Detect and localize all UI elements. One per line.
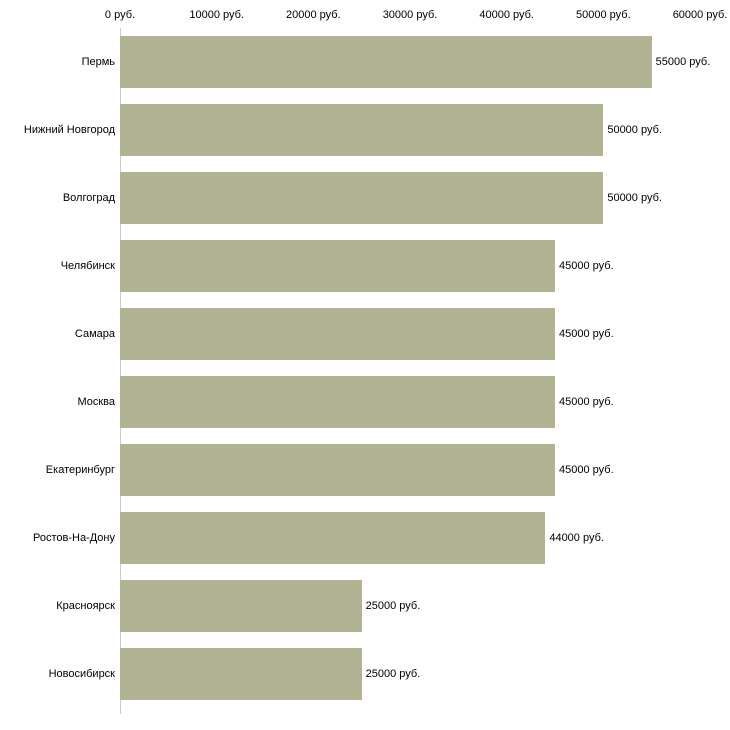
x-axis-top xyxy=(0,0,730,28)
bar xyxy=(120,36,652,88)
table-row xyxy=(0,504,730,572)
x-axis-tick-label: 50000 руб. xyxy=(576,9,631,21)
table-row xyxy=(0,300,730,368)
table-row xyxy=(0,164,730,232)
bar-value-label: 25000 руб. xyxy=(365,668,421,680)
table-row xyxy=(0,96,730,164)
x-axis-tick-label: 10000 руб. xyxy=(189,9,244,21)
bar-value-label: 45000 руб. xyxy=(559,328,614,340)
bar xyxy=(120,172,603,224)
bar xyxy=(120,376,555,428)
x-axis-tick-label: 60000 руб. xyxy=(672,9,728,21)
bar xyxy=(120,580,362,632)
category-label: Челябинск xyxy=(60,260,115,272)
bar-value-label: 44000 руб. xyxy=(549,532,604,544)
x-axis-tick-label: 30000 руб. xyxy=(382,9,438,21)
category-label: Пермь xyxy=(81,56,115,68)
table-row xyxy=(0,640,730,708)
category-label: Екатеринбург xyxy=(45,464,115,476)
bar xyxy=(120,648,362,700)
bar-value-label: 50000 руб. xyxy=(607,124,662,136)
bar-value-label: 45000 руб. xyxy=(559,260,614,272)
category-label: Нижний Новгород xyxy=(23,124,115,136)
category-label: Самара xyxy=(74,328,115,340)
bar-value-label: 55000 руб. xyxy=(655,56,711,68)
bar xyxy=(120,104,603,156)
x-axis-tick-label: 20000 руб. xyxy=(286,9,341,21)
category-label: Волгоград xyxy=(62,192,115,204)
bar xyxy=(120,444,555,496)
plot-area xyxy=(0,28,730,718)
table-row xyxy=(0,232,730,300)
bar-value-label: 45000 руб. xyxy=(559,464,614,476)
bar xyxy=(120,308,555,360)
table-row xyxy=(0,28,730,96)
bar-value-label: 25000 руб. xyxy=(365,600,421,612)
category-label: Москва xyxy=(77,396,115,408)
category-label: Новосибирск xyxy=(48,668,115,680)
bar-value-label: 45000 руб. xyxy=(559,396,614,408)
x-axis-tick-label: 40000 руб. xyxy=(479,9,534,21)
bar xyxy=(120,512,545,564)
category-label: Красноярск xyxy=(56,600,115,612)
bar xyxy=(120,240,555,292)
table-row xyxy=(0,436,730,504)
table-row xyxy=(0,572,730,640)
bar-value-label: 50000 руб. xyxy=(607,192,662,204)
category-label: Ростов-На-Дону xyxy=(32,532,115,544)
table-row xyxy=(0,368,730,436)
x-axis-tick-label: 0 руб. xyxy=(104,9,136,21)
